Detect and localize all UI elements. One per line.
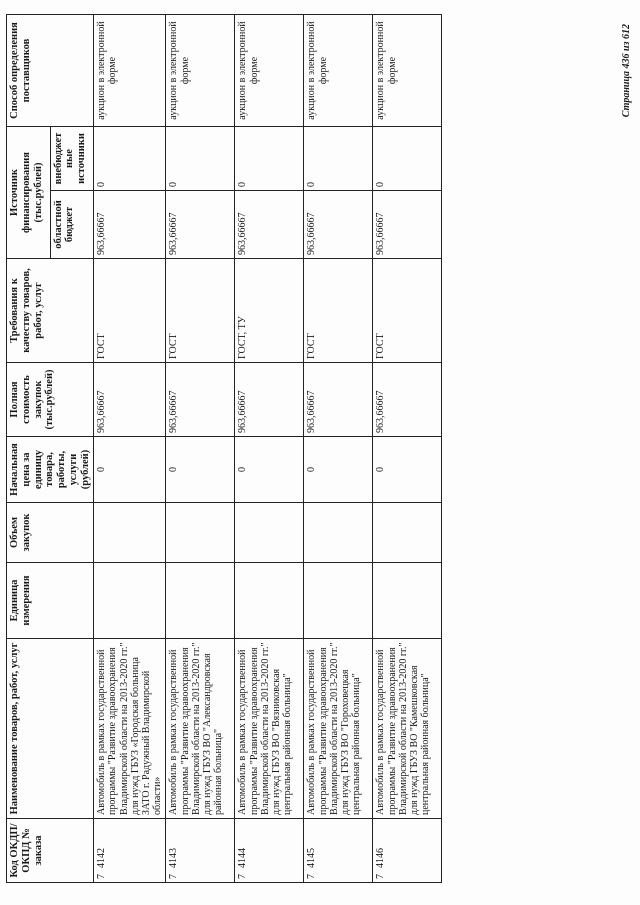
- cell-volume: [304, 503, 373, 563]
- col-funding: Источник финансирования (тыс.рублей): [7, 127, 51, 259]
- col-requirements: Требования к качеству товаров, работ, услуг: [7, 259, 94, 363]
- cell-volume: [94, 503, 166, 563]
- cell-unit: [94, 563, 166, 639]
- col-full-cost: Полная стоимость закупок (тыс.рублей): [7, 363, 94, 437]
- order-number: 4146: [375, 848, 387, 868]
- col-funding-extra: внебюджетные источники: [50, 127, 94, 191]
- cell-method: аукцион в электронной форме: [373, 15, 442, 127]
- cell-method: аукцион в электронной форме: [304, 15, 373, 127]
- cell-name: Автомобиль в рамках государственной программы "Развитие здравоохранения Владимирской области на 2013-2020 гг." для нужд ГБУЗ ВО "Гороховецкая центральная районная больница": [304, 639, 373, 819]
- table-row: [373, 15, 442, 883]
- code-value: 7: [237, 874, 249, 879]
- cell-requirements: ГОСТ, ТУ: [235, 259, 304, 363]
- order-number: 4143: [168, 848, 180, 868]
- order-number: 4142: [96, 848, 108, 868]
- code-value: 7: [375, 874, 387, 879]
- cell-funding-extra: 0: [94, 127, 166, 191]
- cell-full-cost: 963,66667: [304, 363, 373, 437]
- cell-requirements: ГОСТ: [166, 259, 235, 363]
- cell-funding-regional: 963,66667: [94, 191, 166, 259]
- cell-code: [166, 819, 235, 883]
- code-value: 7: [168, 874, 180, 879]
- cell-name: Автомобиль в рамках государственной программы "Развитие здравоохранения Владимирской области на 2013-2020 гг." для нужд ГБУЗ ВО "Камешковская центральная районная больница": [373, 639, 442, 819]
- cell-method: аукцион в электронной форме: [94, 15, 166, 127]
- table-row: [304, 15, 373, 883]
- cell-name: Автомобиль в рамках государственной программы "Развитие здравоохранения Владимирской области на 2013-2020 гг." для нужд ГБУЗ «Городская больница ЗАТО г. Радужный Владимирской области»: [94, 639, 166, 819]
- order-number: 4144: [237, 848, 249, 868]
- code-value: 7: [96, 874, 108, 879]
- cell-code: [373, 819, 442, 883]
- page-number: Страница 436 из 612: [621, 24, 632, 118]
- cell-name: Автомобиль в рамках государственной программы "Развитие здравоохранения Владимирской области на 2013-2020 гг." для нужд ГБУЗ ВО "Александровская районная больница": [166, 639, 235, 819]
- col-start-price: Начальная цена за единицу товара, работы, услуги (рублей): [7, 437, 94, 503]
- cell-funding-extra: 0: [166, 127, 235, 191]
- procurement-table: [6, 14, 442, 883]
- cell-start-price: 0: [166, 437, 235, 503]
- table-row: [94, 15, 166, 883]
- cell-unit: [304, 563, 373, 639]
- cell-start-price: 0: [235, 437, 304, 503]
- cell-full-cost: 963,66667: [94, 363, 166, 437]
- code-value: 7: [306, 874, 318, 879]
- col-unit: Единица измерения: [7, 563, 94, 639]
- cell-volume: [235, 503, 304, 563]
- cell-requirements: ГОСТ: [373, 259, 442, 363]
- cell-funding-regional: 963,66667: [235, 191, 304, 259]
- cell-funding-regional: 963,66667: [166, 191, 235, 259]
- cell-unit: [235, 563, 304, 639]
- cell-unit: [166, 563, 235, 639]
- col-funding-regional: областной бюджет: [50, 191, 94, 259]
- cell-funding-regional: 963,66667: [304, 191, 373, 259]
- cell-method: аукцион в электронной форме: [166, 15, 235, 127]
- cell-start-price: 0: [94, 437, 166, 503]
- cell-name: Автомобиль в рамках государственной программы "Развитие здравоохранения Владимирской области на 2013-2020 гг." для нужд ГБУЗ ВО "Вязниковская центральная районная больница": [235, 639, 304, 819]
- header-row: [7, 15, 51, 883]
- cell-method: аукцион в электронной форме: [235, 15, 304, 127]
- col-method: Способ определения поставщиков: [7, 15, 94, 127]
- cell-funding-extra: 0: [304, 127, 373, 191]
- cell-code: [235, 819, 304, 883]
- order-number: 4145: [306, 848, 318, 868]
- cell-start-price: 0: [304, 437, 373, 503]
- cell-funding-extra: 0: [235, 127, 304, 191]
- col-name: Наименование товаров, работ, услуг: [7, 639, 94, 819]
- cell-requirements: ГОСТ: [304, 259, 373, 363]
- cell-full-cost: 963,66667: [235, 363, 304, 437]
- cell-code: [94, 819, 166, 883]
- table-row: [166, 15, 235, 883]
- col-volume: Объем закупок: [7, 503, 94, 563]
- cell-start-price: 0: [373, 437, 442, 503]
- cell-requirements: ГОСТ: [94, 259, 166, 363]
- col-code: Код ОКДП/ ОКПД № заказа: [7, 819, 94, 883]
- cell-funding-extra: 0: [373, 127, 442, 191]
- cell-unit: [373, 563, 442, 639]
- cell-volume: [373, 503, 442, 563]
- cell-full-cost: 963,66667: [166, 363, 235, 437]
- cell-volume: [166, 503, 235, 563]
- table-row: [235, 15, 304, 883]
- table-body: [94, 15, 442, 883]
- cell-code: [304, 819, 373, 883]
- cell-funding-regional: 963,66667: [373, 191, 442, 259]
- cell-full-cost: 963,66667: [373, 363, 442, 437]
